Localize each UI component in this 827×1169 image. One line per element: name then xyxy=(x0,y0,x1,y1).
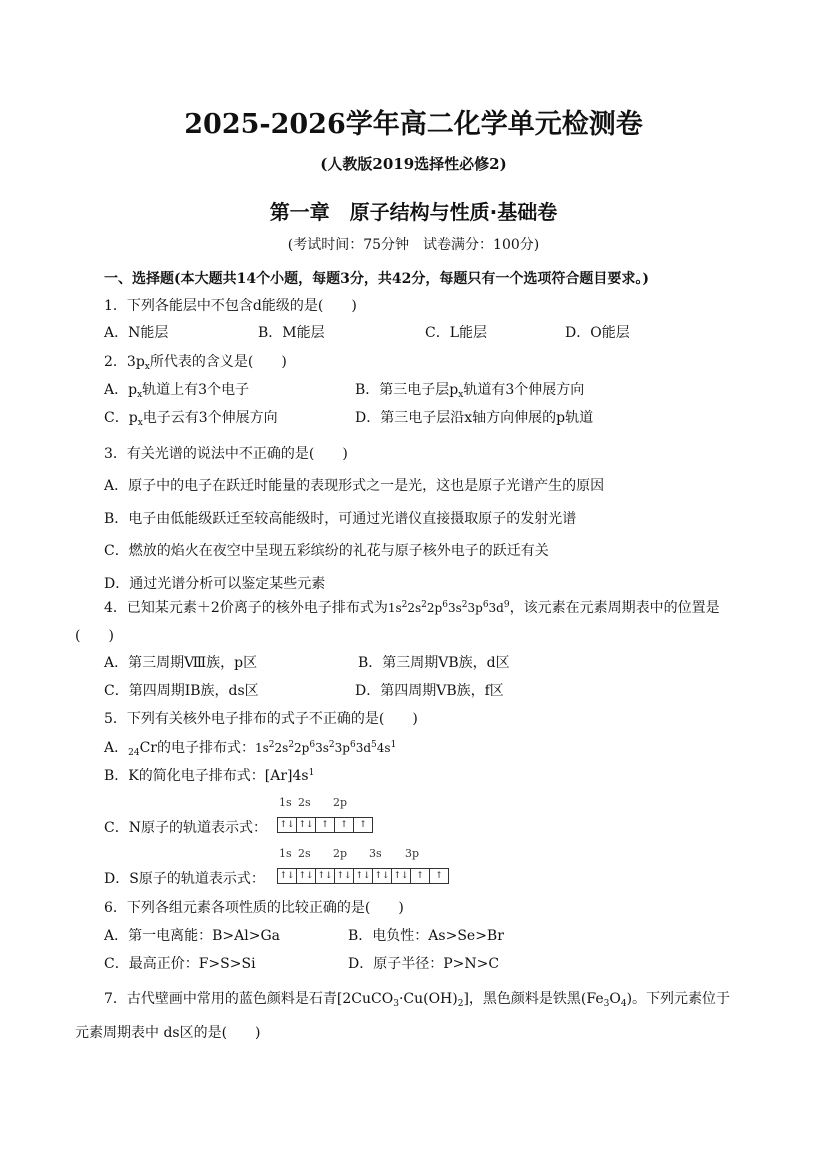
orbital-box: ↑↓ xyxy=(296,817,315,833)
question-2-stem: 2．$3p_x$所代表的含义是( ) xyxy=(104,354,287,372)
question-5-stem: 5．下列有关核外电子排布的式子不正确的是( ) xyxy=(104,711,418,727)
q4-option-b: B．第三周期ⅤB族，d区 xyxy=(358,655,510,671)
q5-option-b: B．K的简化电子排布式：$[Ar]4s^1$ xyxy=(104,768,315,784)
exam-info: (考试时间：75分钟 试卷满分：100分) xyxy=(287,237,540,253)
q5-option-c: C．N原子的轨道表示式： xyxy=(104,820,267,836)
q3-option-c: C．燃放的焰火在夜空中呈现五彩缤纷的礼花与原子核外电子的跃迁有关 xyxy=(104,543,549,559)
q3-option-d: D．通过光谱分析可以鉴定某些元素 xyxy=(104,576,326,592)
question-7-stem-line2: 元素周期表中 ds区的是( ) xyxy=(75,1025,261,1041)
section-heading: 一、选择题(本大题共14个小题，每题3分，共42分，每题只有一个选项符合题目要求。) xyxy=(104,271,649,287)
q4-option-a: A．第三周期Ⅷ族，p区 xyxy=(104,655,258,671)
orbital-label-1s: 1s xyxy=(279,796,292,809)
question-4-stem: 4．已知某元素＋2价离子的核外电子排布式为$1s^22s^22p^63s^23p^63d^9$，该元素在元素周期表中的位置是 xyxy=(104,600,720,616)
q2-option-d: D．第三电子层沿x轴方向伸展的p轨道 xyxy=(355,410,594,426)
orbital-label-3p: 3p xyxy=(405,847,420,860)
question-1-stem: 1．下列各能层中不包含d能级的是( ) xyxy=(104,298,357,314)
orbital-label-2s: 2s xyxy=(298,796,311,809)
q6-option-d: D．原子半径：P>N>C xyxy=(348,956,500,972)
orbital-box: ↑ xyxy=(334,817,353,833)
orbital-box: ↑↓ xyxy=(353,868,372,884)
orbital-box: ↑↓ xyxy=(315,868,334,884)
orbital-box: ↑↓ xyxy=(391,868,410,884)
n-orbital-diagram xyxy=(275,814,373,833)
orbital-label-2s: 2s xyxy=(298,847,311,860)
q2-option-a: A．$p_x$轨道上有3个电子 xyxy=(104,382,250,400)
orbital-box: ↑↓ xyxy=(372,868,391,884)
q1-option-a: A．N能层 xyxy=(104,325,169,341)
orbital-label-2p: 2p xyxy=(333,796,348,809)
question-3-stem: 3．有关光谱的说法中不正确的是( ) xyxy=(104,446,348,462)
q4-option-c: C．第四周期ⅠB族，ds区 xyxy=(104,683,259,699)
orbital-box: ↑↓ xyxy=(277,817,296,833)
orbital-box: ↑↓ xyxy=(296,868,315,884)
orbital-label-3s: 3s xyxy=(369,847,382,860)
s-orbital-diagram xyxy=(275,865,449,884)
q2-option-b: B．第三电子层$p_x$轨道有3个伸展方向 xyxy=(355,382,585,400)
q6-option-a: A．第一电离能：B>Al>Ga xyxy=(104,928,280,944)
q1-option-c: C．L能层 xyxy=(425,325,488,341)
orbital-label-1s: 1s xyxy=(279,847,292,860)
exam-title: 2025-2026学年高二化学单元检测卷 xyxy=(184,109,643,140)
q5-option-d: D．S原子的轨道表示式： xyxy=(104,871,265,887)
q5-option-a: A．$_{24}$Cr的电子排布式：$1s^22s^22p^63s^23p^63d^54s^1$ xyxy=(104,740,397,758)
q2-option-c: C．$p_x$电子云有3个伸展方向 xyxy=(104,410,278,428)
q1-option-b: B．M能层 xyxy=(258,325,325,341)
q6-option-c: C．最高正价：F>S>Si xyxy=(104,956,256,972)
q3-option-b: B．电子由低能级跃迁至较高能级时，可通过光谱仪直接摄取原子的发射光谱 xyxy=(104,511,577,527)
question-6-stem: 6．下列各组元素各项性质的比较正确的是( ) xyxy=(104,900,404,916)
q3-option-a: A．原子中的电子在跃迁时能量的表现形式之一是光，这也是原子光谱产生的原因 xyxy=(104,478,605,494)
q4-option-d: D．第四周期ⅤB族，f区 xyxy=(355,683,504,699)
chapter-heading: 第一章 原子结构与性质·基础卷 xyxy=(269,200,558,224)
question-4-stem-line2: ( ) xyxy=(75,628,114,644)
q6-option-b: B．电负性：As>Se>Br xyxy=(348,928,504,944)
orbital-label-2p: 2p xyxy=(333,847,348,860)
exam-subtitle: (人教版2019选择性必修2) xyxy=(320,155,507,173)
q1-option-d: D．O能层 xyxy=(565,325,630,341)
orbital-box: ↑ xyxy=(353,817,373,833)
orbital-box: ↑ xyxy=(429,868,449,884)
orbital-box: ↑↓ xyxy=(334,868,353,884)
orbital-box: ↑ xyxy=(315,817,334,833)
question-7-stem: 7．古代壁画中常用的蓝色颜料是石青$[2CuCO_3\cdot Cu(OH)_2]$，黑色颜料是铁黑$(Fe_3O_4)$。下列元素位于 xyxy=(104,991,731,1009)
orbital-box: ↑ xyxy=(410,868,429,884)
orbital-box: ↑↓ xyxy=(277,868,296,884)
